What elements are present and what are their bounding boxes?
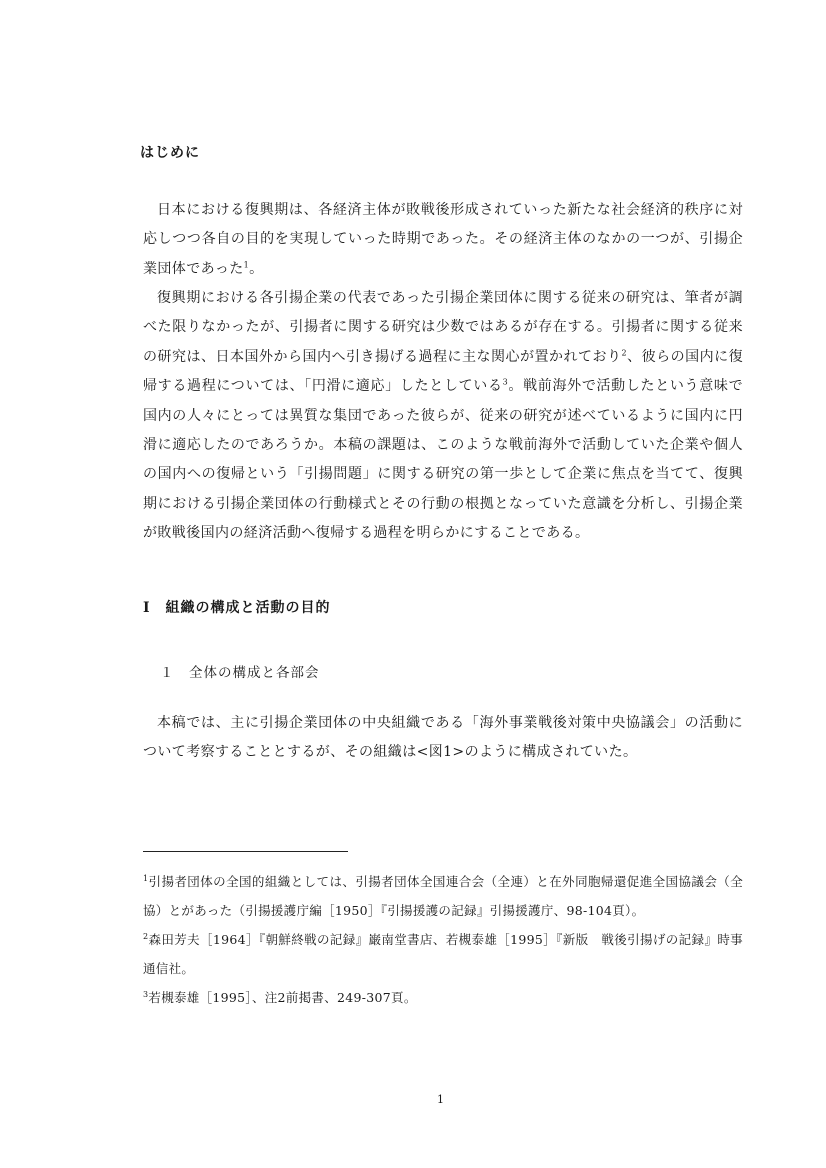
intro-paragraph-2 [143,284,743,549]
footnote-item [143,867,743,925]
page-number: 1 [437,1093,444,1106]
footnote-text: 森田芳夫［1964］『朝鮮終戦の記録』巌南堂書店、若槻泰雄［1995］『新版 戦後引揚げの記録』時事通信社。 [143,932,743,976]
paragraph-text: 日本における復興期は、各経済主体が敗戦後形成されていった新たな社会経済的秩序に対応しつつ各自の目的を実現していった時期であった。その経済主体のなかの一つが、引揚企業団体であった [143,202,743,277]
footnote-item [143,925,743,983]
section-heading: Ⅰ 組織の構成と活動の目的 [143,600,331,616]
intro-paragraph-1 [143,196,743,284]
section-paragraph-1: 本稿では、主に引揚企業団体の中央組織である「海外事業戦後対策中央協議会」の活動について考察することとするが、その組織は<図1>のように構成されていた。 [143,715,743,761]
paragraph-text-a: 復興期における各引揚企業の代表であった引揚企業団体に関する従来の研究は、筆者が調べた限りなかったが、引揚者に関する研究は少数ではあるが存在する。引揚者に関する従来の研究は、日本国外から国内へ引き揚げる過程に主な関心が置かれており [143,290,743,365]
footnote-ref-1[interactable]: 1 [243,260,250,270]
footnote-number: 1 [143,873,149,883]
footnote-ref-3[interactable]: 3 [502,377,509,387]
footnote-number: 3 [143,989,149,999]
paragraph-text-b: 、彼らの国内に復帰する過程については、「円滑に適応」したとしている [143,348,743,395]
footnote-text: 若槻泰雄［1995］、注2前掲書、249-307頁。 [148,990,417,1005]
footnote-number: 2 [143,931,149,941]
subsection-heading: １ 全体の構成と各部会 [160,665,320,681]
intro-heading: はじめに [140,145,200,161]
footnote-item [143,983,743,1012]
footnote-divider [143,851,348,852]
footnote-ref-2[interactable]: 2 [621,348,627,358]
footnote-text: 引揚者団体の全国的組織としては、引揚者団体全国連合会（全連）と在外同胞帰還促進全国協議会（全協）とがあった（引揚援護庁編［1950］『引揚援護の記録』引揚援護庁、98-104頁）。 [143,874,743,918]
paragraph-text-c: 。戦前海外で活動したという意味で国内の人々にとっては異質な集団であった彼らが、従来の研究が述べているように国内に円滑に適応したのであろうか。本稿の課題は、このような戦前海外で活動していた企業や個人の国内への復帰という「引揚問題」に関する研究の第一歩として企業に焦点を当てて、復興期における引揚企業団体の行動様式とその行動の根拠となっていた意識を分析し、引揚企業が敗戦後国内の経済活動へ復帰する過程を明らかにすることである。 [143,378,743,542]
footnote-list [143,867,743,1012]
paragraph-end: 。 [249,260,264,277]
